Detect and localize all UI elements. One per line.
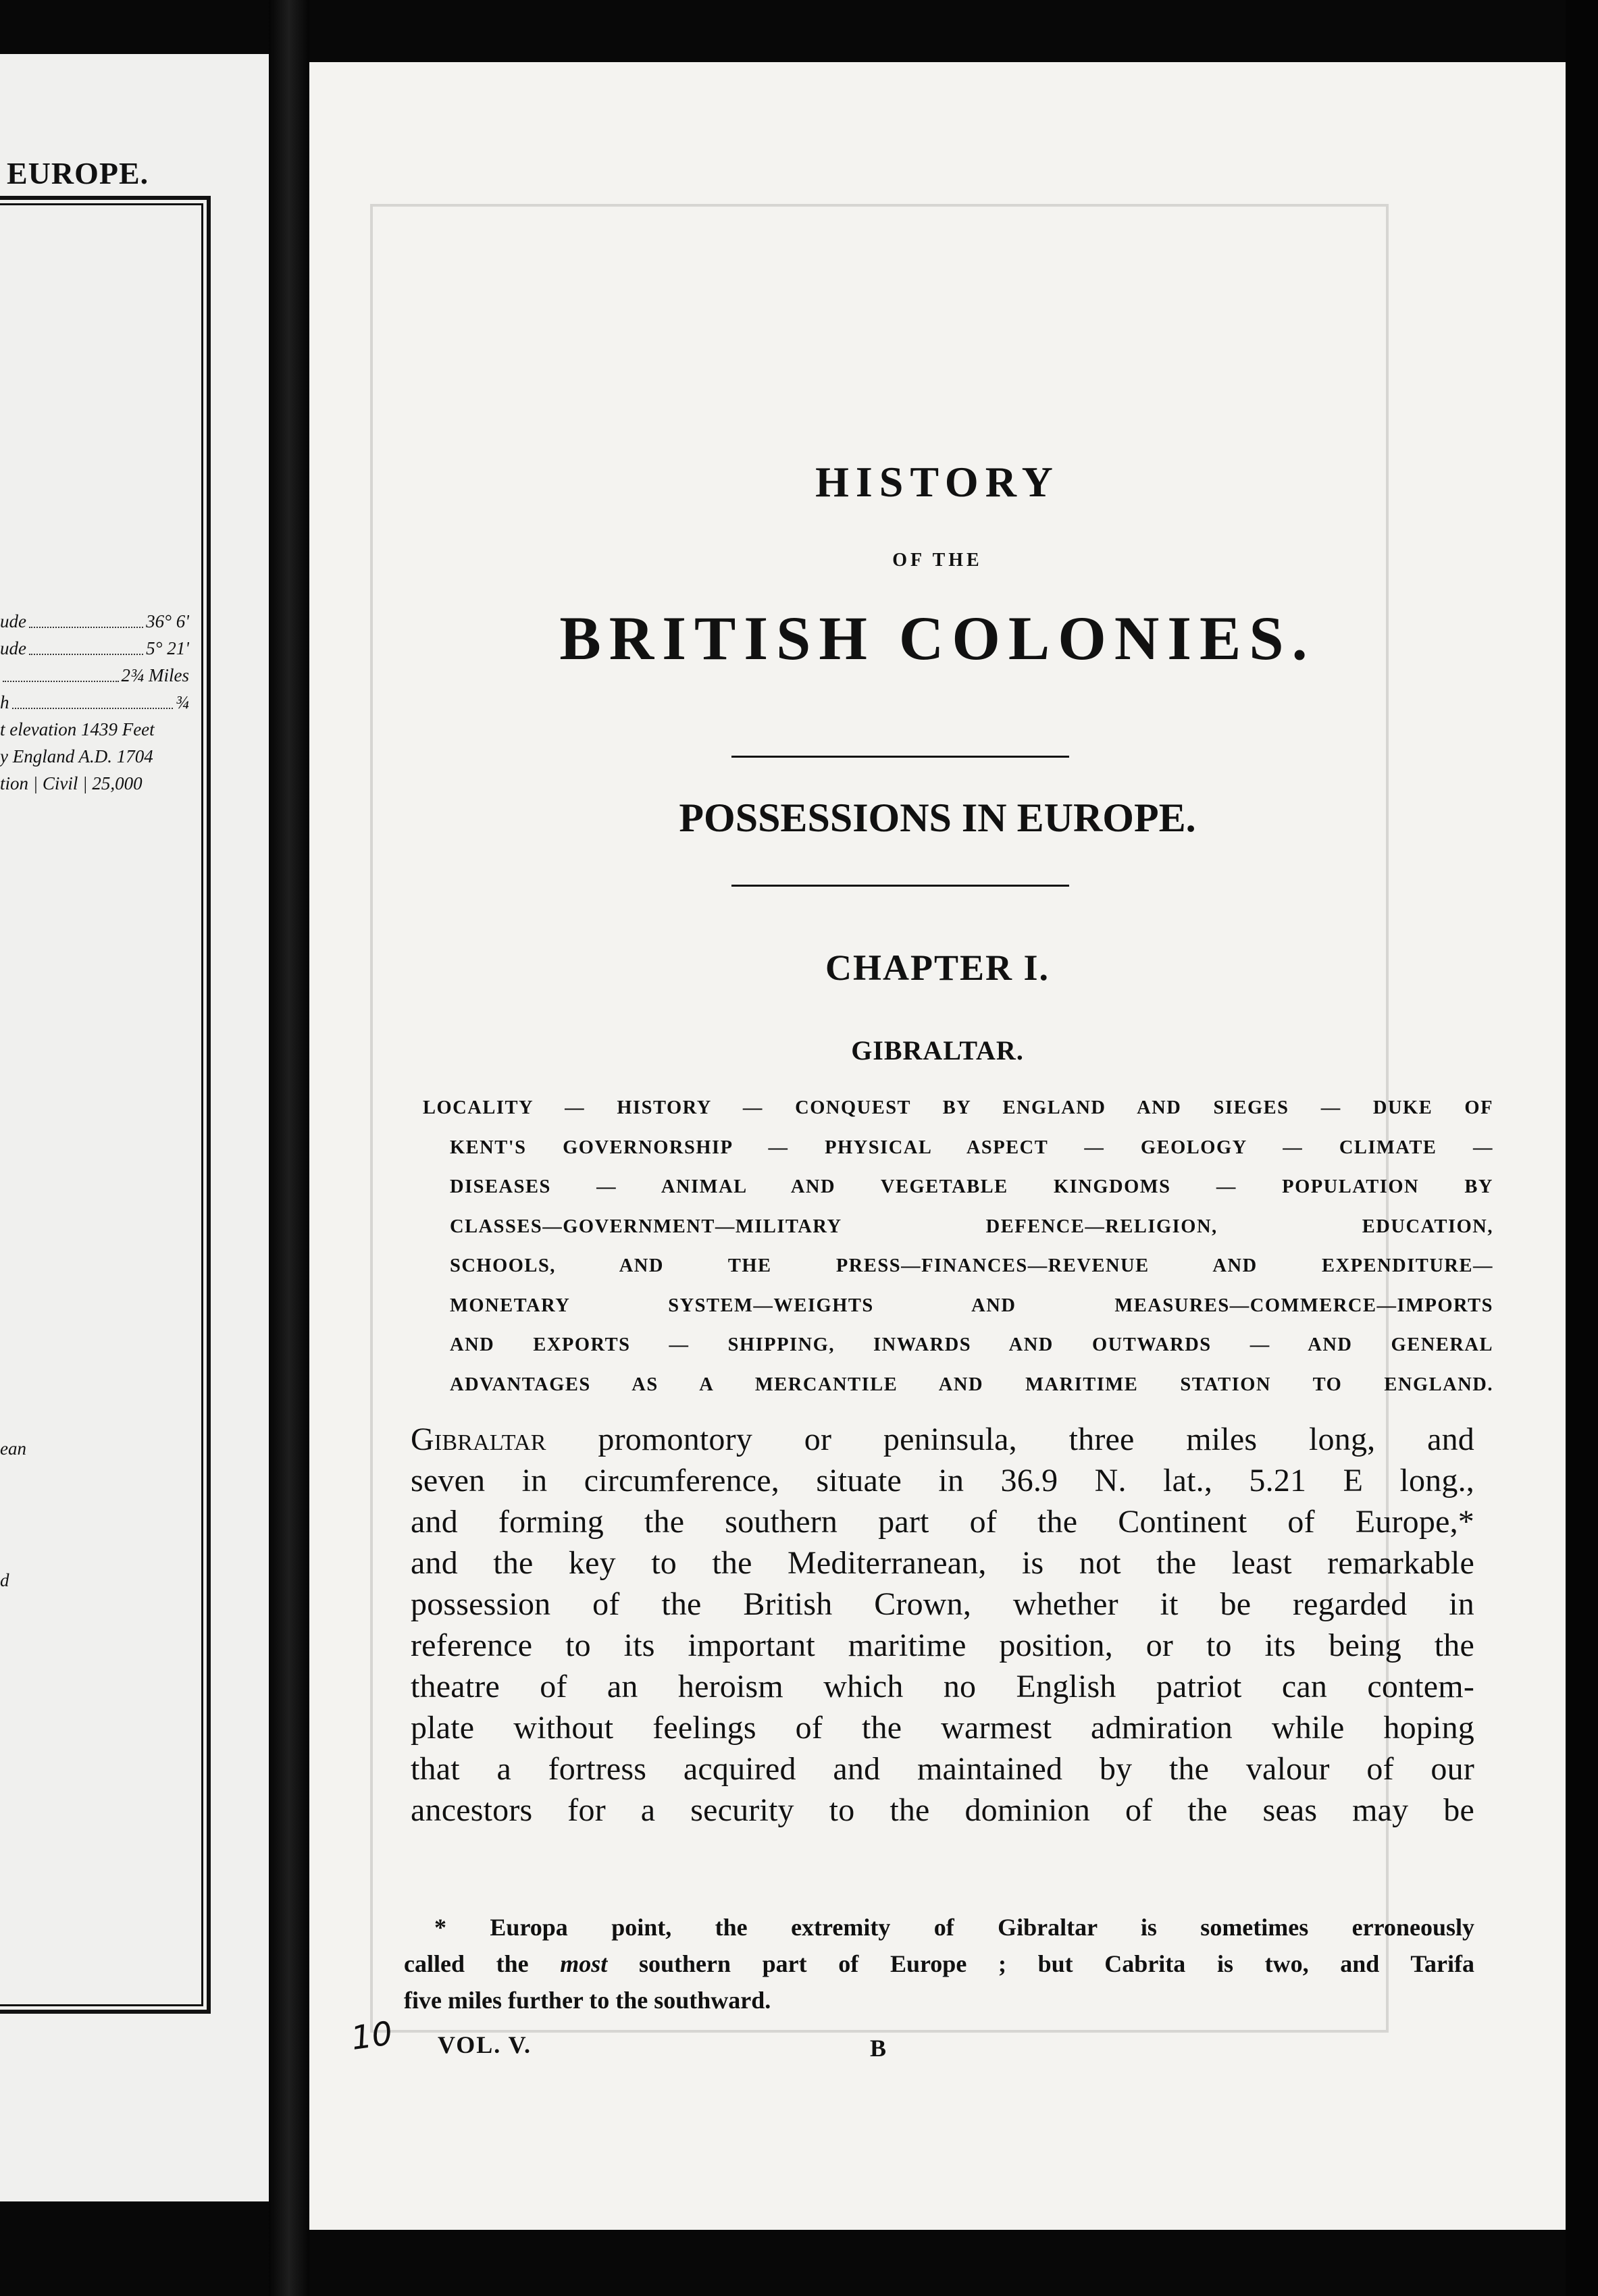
handwritten-page-number: 10	[349, 2014, 395, 2058]
stat-value: 36° 6'	[146, 611, 189, 631]
body-line: theatre of an heroism which no English patriot can contem-	[411, 1669, 1474, 1704]
body-line: seven in circumference, situate in 36.9 N. lat., 5.21 E long.,	[411, 1463, 1474, 1498]
title-history: HISTORY	[815, 458, 1060, 506]
stat-label: h	[0, 692, 9, 712]
summary-line: ADVANTAGES AS A MERCANTILE AND MARITIME STATION TO ENGLAND.	[450, 1374, 1493, 1395]
body-first-word: Gibraltar	[411, 1421, 546, 1457]
title-rule	[731, 756, 1069, 758]
body-line: plate without feelings of the warmest admiration while hoping	[411, 1710, 1474, 1746]
left-page-fragment: ean	[0, 1438, 26, 1459]
book-gutter	[269, 0, 309, 2296]
body-line: possession of the British Crown, whether it be regarded in	[411, 1586, 1474, 1622]
stat-value: 2¾ Miles	[121, 665, 189, 685]
summary-line: KENT'S GOVERNORSHIP — PHYSICAL ASPECT — GEOLOGY — CLIMATE —	[450, 1137, 1493, 1158]
stat-label: ude	[0, 638, 26, 658]
summary-line: AND EXPORTS — SHIPPING, INWARDS AND OUTWARDS — AND GENERAL	[450, 1334, 1493, 1355]
footnote	[404, 1909, 1474, 2018]
main-page	[309, 62, 1566, 2230]
chapter-heading: CHAPTER I.	[825, 947, 1050, 988]
stat-line: t elevation 1439 Feet	[0, 719, 155, 739]
body-line: that a fortress acquired and maintained by the valour of our	[411, 1751, 1474, 1787]
body-line: Gibraltar promontory or peninsula, three miles long, and	[411, 1421, 1474, 1457]
summary-line: MONETARY SYSTEM—WEIGHTS AND MEASURES—COMMERCE—IMPORTS	[450, 1295, 1493, 1316]
summary-line: LOCALITY — HISTORY — CONQUEST BY ENGLAND AND SIEGES — DUKE OF	[423, 1097, 1493, 1118]
left-page-map-frame	[0, 196, 211, 2014]
scan-edge	[1566, 0, 1598, 2296]
title-of-the: OF THE	[892, 550, 983, 571]
left-facing-page	[0, 54, 269, 2201]
stat-label: ude	[0, 611, 26, 631]
stat-row	[0, 662, 189, 689]
footnote-emphasis: most	[560, 1950, 608, 1977]
stat-value: 5° 21'	[146, 638, 189, 658]
left-page-stat-list	[0, 608, 189, 797]
body-line: reference to its important maritime position, or to its being the	[411, 1627, 1474, 1663]
stat-value: ¾	[175, 692, 189, 712]
footnote-line: five miles further to the southward.	[404, 1987, 771, 2014]
signature-mark: B	[870, 2035, 887, 2062]
footnote-line: * Europa point, the extremity of Gibraltar is sometimes erroneously	[434, 1914, 1474, 1941]
left-page-header: EUROPE.	[7, 156, 149, 190]
summary-line: SCHOOLS, AND THE PRESS—FINANCES—REVENUE AND EXPENDITURE—	[450, 1255, 1493, 1276]
stat-row	[0, 689, 189, 716]
left-page-fragment: d	[0, 1570, 9, 1590]
section-rule	[731, 885, 1069, 887]
title-british-colonies: BRITISH COLONIES.	[559, 604, 1316, 673]
stat-row	[0, 635, 189, 662]
volume-signature: VOL. V.	[438, 2031, 532, 2058]
stat-line: y England A.D. 1704	[0, 746, 153, 766]
summary-line: CLASSES—GOVERNMENT—MILITARY DEFENCE—RELIGION, EDUCATION,	[450, 1216, 1493, 1237]
chapter-summary	[423, 1089, 1493, 1405]
footnote-line: called the most southern part of Europe ; but Cabrita is two, and Tarifa	[404, 1950, 1474, 1977]
body-line: and forming the southern part of the Continent of Europe,*	[411, 1504, 1474, 1540]
body-line: ancestors for a security to the dominion of the seas may be	[411, 1792, 1474, 1828]
summary-line: DISEASES — ANIMAL AND VEGETABLE KINGDOMS — POPULATION BY	[450, 1176, 1493, 1197]
body-line: and the key to the Mediterranean, is not the least remarkable	[411, 1545, 1474, 1581]
stat-line: tion | Civil | 25,000	[0, 773, 143, 793]
stat-row	[0, 608, 189, 635]
chapter-title: GIBRALTAR.	[851, 1035, 1024, 1066]
section-heading: POSSESSIONS IN EUROPE.	[679, 795, 1196, 840]
